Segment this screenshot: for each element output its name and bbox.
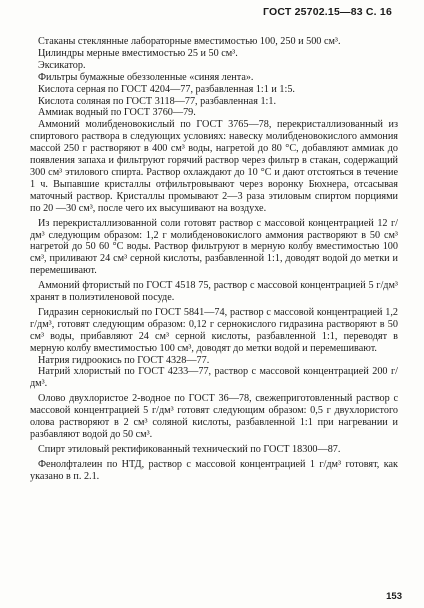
- paragraph: Аммоний фтористый по ГОСТ 4518 75, раствор с массовой концентрацией 5 г/дм³ хранят в полиэтиленовой посуде.: [30, 280, 398, 304]
- paragraph: Натрия гидроокись по ГОСТ 4328—77.: [38, 354, 210, 366]
- paragraph: Стаканы стеклянные лабораторные вместимостью 100, 250 и 500 см³.: [38, 36, 341, 47]
- page-number: 153: [386, 591, 402, 602]
- paragraph: Фильтры бумажные обеззоленные «синяя лента».: [38, 71, 254, 83]
- paragraph: Из перекристаллизованной соли готовят раствор с массовой концентрацией 12 г/дм³ следующим образом: 1,2 г молибденовокислого аммония растворяют в 50 см³ нагретой до 50 60 °С воды. Раствор фильтруют в мерную колбу вместимостью 100 см³, приливают 24 см³ серной кислоты, разбавленной 1:1, доводят водой до метки и перемешивают.: [30, 217, 398, 277]
- paragraph: Фенолфталеин по НТД, раствор с массовой концентрацией 1 г/дм³ готовят, как указано в п. 2.1.: [30, 458, 398, 482]
- paragraph: Кислота серная по ГОСТ 4204—77, разбавленная 1:1 и 1:5.: [38, 83, 295, 95]
- paragraph: Аммиак водный по ГОСТ 3760—79.: [38, 107, 196, 119]
- paragraph: Эксикатор.: [38, 59, 86, 71]
- document-body: [30, 36, 398, 483]
- page-header: ГОСТ 25702.15—83 С. 16: [262, 6, 392, 18]
- paragraph: Спирт этиловый ректификованный технический по ГОСТ 18300—87.: [38, 443, 341, 455]
- paragraph: Олово двухлористое 2-водное по ГОСТ 36—78, свежеприготовленный раствор с массовой концентрацией 5 г/дм³ готовят следующим образом: 0,5 г двухлористого олова растворяют в 2 см³ соляной кислоты, разбавленной 1:1 при нагревании и разбавляют водой до 50 см³.: [30, 393, 398, 440]
- paragraph: Гидразин сернокислый по ГОСТ 5841—74, раствор с массовой концентрацией 1,2 г/дм³, готовят следующим образом: 0,12 г сернокислого гидразина растворяют в 50 см³ воды, прибавляют 24 см³ серной кислоты, разбавленной 1:1, переводят в мерную колбу вместимостью 100 см³, доводят до метки водой и перемешивают.: [30, 306, 398, 354]
- paragraph: Цилиндры мерные вместимостью 25 и 50 см³.: [38, 47, 238, 59]
- paragraph: Натрий хлористый по ГОСТ 4233—77, раствор с массовой концентрацией 200 г/дм³.: [30, 366, 398, 390]
- paragraph: Аммоний молибденовокислый по ГОСТ 3765—78, перекристаллизованный из спиртового раствора в следующих условиях: навеску молибденовокислого аммония массой 250 г растворяют в 400 см³ воды, нагретой до 80 °С, добавляют аммиак до появления запаха и фильтруют горячий раствор через фильтр в стакан, содержащий 300 см³ этилового спирта. Раствор охлаждают до 10 °С и дают отстояться в течение 1 ч. Выпавшие кристаллы отфильтровывают через воронку Бюхнера, отсасывая маточный раствор. Кристаллы промывают 2—3 раза этиловым спиртом порциями по 20 —30 см³, после чего их высушивают на воздухе.: [30, 119, 398, 214]
- paragraph: Кислота соляная по ГОСТ 3118—77, разбавленная 1:1.: [38, 95, 277, 107]
